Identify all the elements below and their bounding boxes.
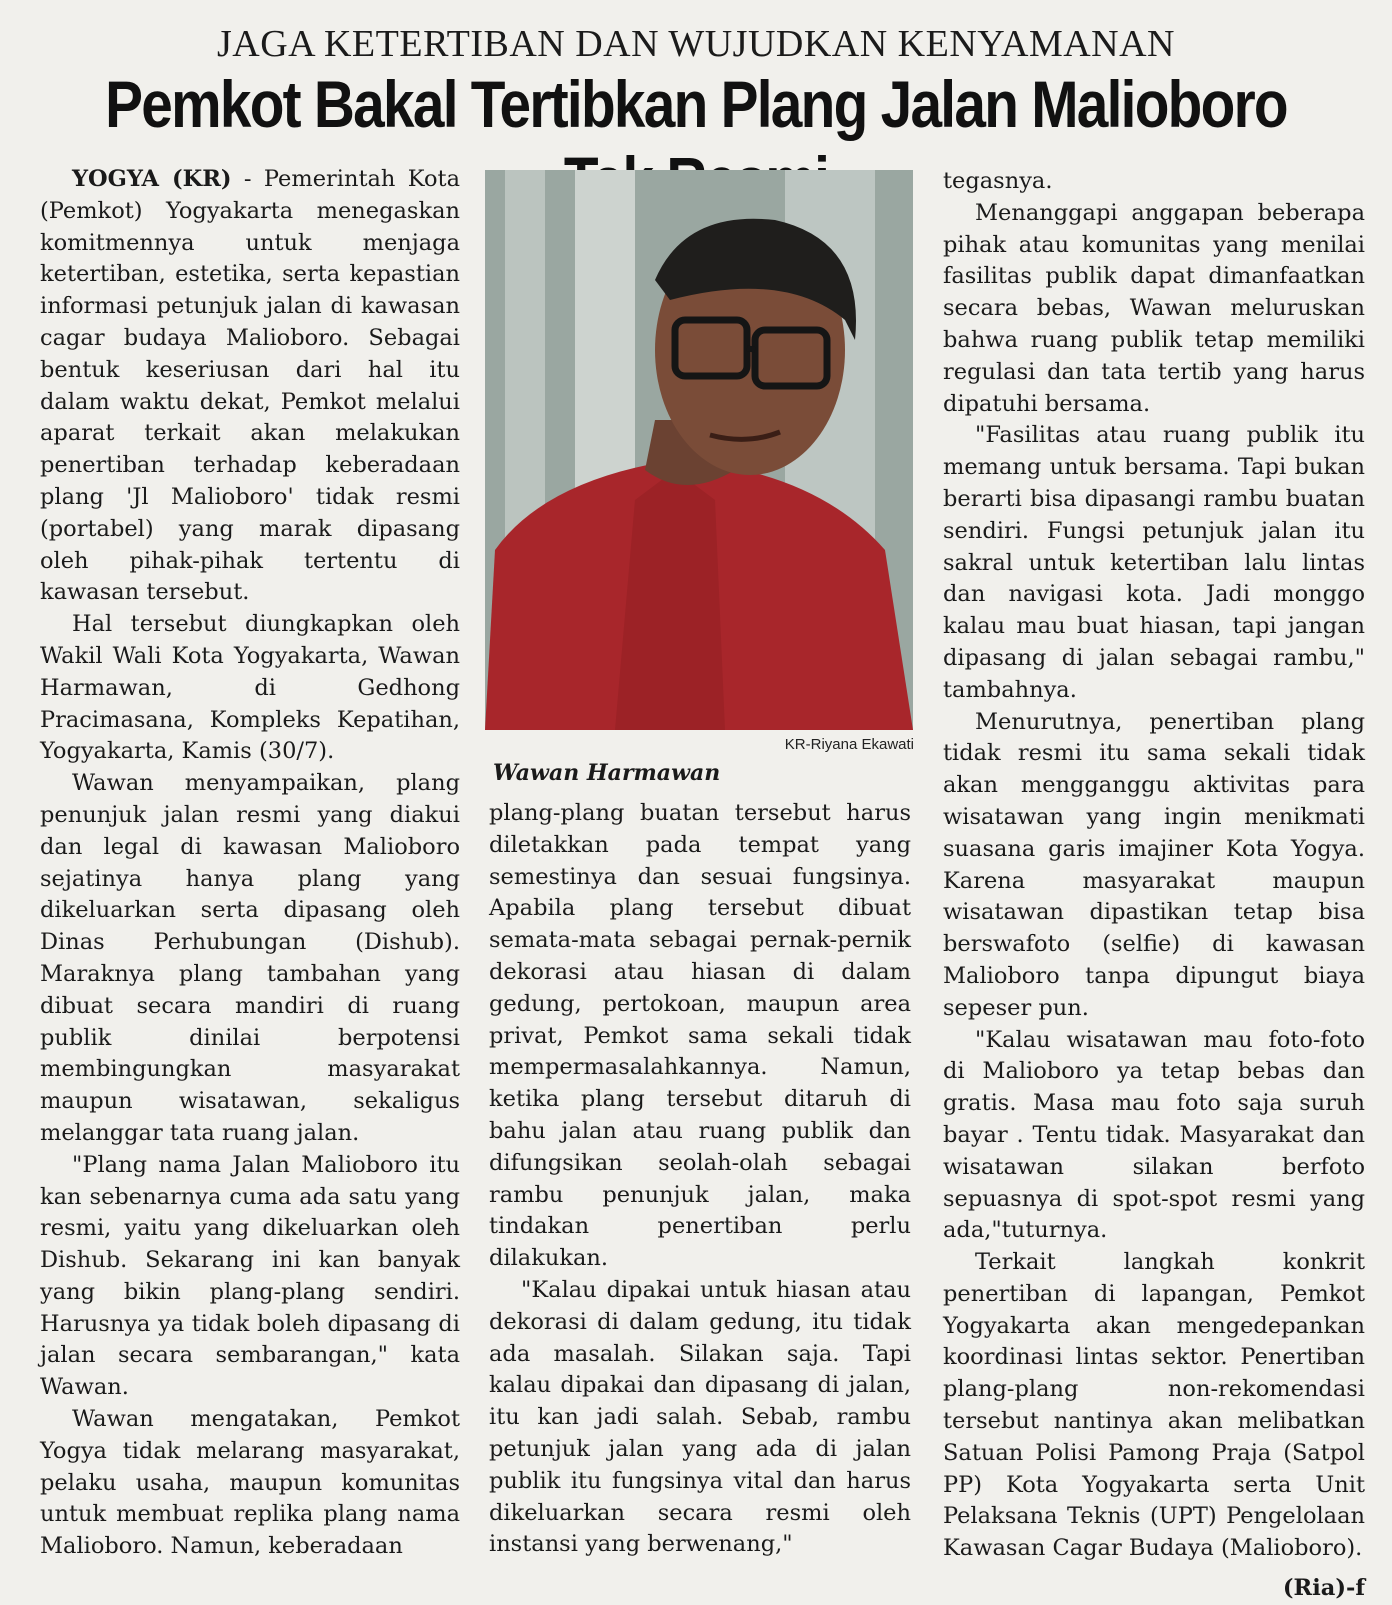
column-2 [489,798,911,1561]
paragraph: "Kalau wisatawan mau foto-foto di Malioboro ya tetap bebas dan gratis. Masa mau foto saja suruh bayar . Tentu tidak. Masyarakat dan wisatawan silakan berfoto sepuasnya di spot-spot resmi yang ada,"tuturnya. [943,1026,1365,1244]
column-3 [943,166,1365,1605]
paragraph: "Plang nama Jalan Malioboro itu kan sebenarnya cuma ada satu yang resmi, yaitu yang dikeluarkan oleh Dishub. Sekarang ini kan banyak yang bikin plang-plang sendiri. Harusnya ya tidak boleh dipasang di jalan secara sembarangan," kata Wawan. [40,1151,460,1401]
paragraph: Terkait langkah konkrit penertiban di lapangan, Pemkot Yogyakarta akan mengedepankan koordinasi lintas sektor. Penertiban plang-plang non-rekomendasi tersebut nantinya akan melibatkan Satuan Polisi Pamong Praja (Satpol PP) Kota Yogyakarta serta Unit Pelaksana Teknis (UPT) Pengelolaan Kawasan Cagar Budaya (Malioboro). [943,1249,1365,1562]
paragraph: Wawan mengatakan, Pemkot Yogya tidak melarang masyarakat, pelaku usaha, maupun komunitas untuk membuat replika plang nama Malioboro. Namun, keberadaan [40,1406,460,1560]
paragraph: tegasnya. [943,168,1053,194]
photo-illustration [485,170,913,730]
photo-caption: Wawan Harmawan [493,760,721,786]
kicker: JAGA KETERTIBAN DAN WUJUDKAN KENYAMANAN [216,23,1176,65]
author-signature: (Ria)-f [1282,1575,1365,1602]
paragraph: plang-plang buatan tersebut harus diletakkan pada tempat yang semestinya dan sesuai fungsinya. Apabila plang tersebut dibuat semata-mata sebagai pernak-pernik dekorasi atau hiasan di dalam gedung, pertokoan, maupun area privat, Pemkot sama sekali tidak mempermasalahkannya. Namun, ketika plang tersebut ditaruh di bahu jalan atau ruang publik dan difungsikan seolah-olah sebagai rambu penunjuk jalan, maka tindakan penertiban perlu dilakukan. [489,800,911,1272]
photo-credit: KR-Riyana Ekawati [784,736,914,753]
paragraph: Hal tersebut diungkapkan oleh Wakil Wali Kota Yogyakarta, Wawan Harmawan, di Gedhong Pracimasana, Kompleks Kepatihan, Yogyakarta, Kamis (30/7). [40,611,460,765]
paragraph: "Fasilitas atau ruang publik itu memang untuk bersama. Tapi bukan berarti bisa dipasangi rambu buatan sendiri. Fungsi petunjuk jalan itu sakral untuk ketertiban lalu lintas dan navigasi kota. Jadi monggo kalau mau buat hiasan, tapi jangan dipasang di jalan sebagai rambu," tambahnya. [943,422,1365,703]
paragraph [40,164,460,609]
dateline: YOGYA (KR) [72,166,232,192]
column-1 [40,164,460,1563]
paragraph: Menanggapi anggapan beberapa pihak atau komunitas yang menilai fasilitas publik dapat dimanfaatkan secara bebas, Wawan meluruskan bahwa ruang publik tetap memiliki regulasi dan tata tertib yang harus dipatuhi bersama. [943,199,1365,417]
paragraph-text: - Pemerintah Kota (Pemkot) Yogyakarta menegaskan komitmennya untuk menjaga ketertiban, estetika, serta kepastian informasi petunjuk jalan di kawasan cagar budaya Malioboro. Sebagai bentuk keseriusan dari hal itu dalam waktu dekat, Pemkot melalui aparat terkait akan melakukan penertiban terhadap keberadaan plang 'Jl Malioboro' tidak resmi (portabel) yang marak dipasang oleh pihak-pihak tertentu di kawasan tersebut. [40,166,460,606]
paragraph: Wawan menyampaikan, plang penunjuk jalan resmi yang diakui dan legal di kawasan Malioboro sejatinya hanya plang yang dikeluarkan serta dipasang oleh Dinas Perhubungan (Dishub). Maraknya plang tambahan yang dibuat secara mandiri di ruang publik dinilai berpotensi membingungkan masyarakat maupun wisatawan, sekaligus melanggar tata ruang jalan. [40,770,460,1146]
paragraph: "Kalau dipakai untuk hiasan atau dekorasi di dalam gedung, itu tidak ada masalah. Silakan saja. Tapi kalau dipakai dan dipasang di jalan, itu kan jadi salah. Sebab, rambu petunjuk jalan yang ada di jalan publik itu fungsinya vital dan harus dikeluarkan secara resmi oleh instansi yang berwenang," [489,1276,911,1558]
article-photo [485,170,913,730]
paragraph: Menurutnya, penertiban plang tidak resmi itu sama sekali tidak akan mengganggu aktivitas para wisatawan yang ingin menikmati suasana garis imajiner Kota Yogya. Karena masyarakat maupun wisatawan dipastikan tetap bisa berswafoto (selfie) di kawasan Malioboro tanpa dipungut biaya sepeser pun. [943,708,1365,1021]
headline: Pemkot Bakal Tertibkan Plang Jalan Malioboro [105,67,1287,141]
